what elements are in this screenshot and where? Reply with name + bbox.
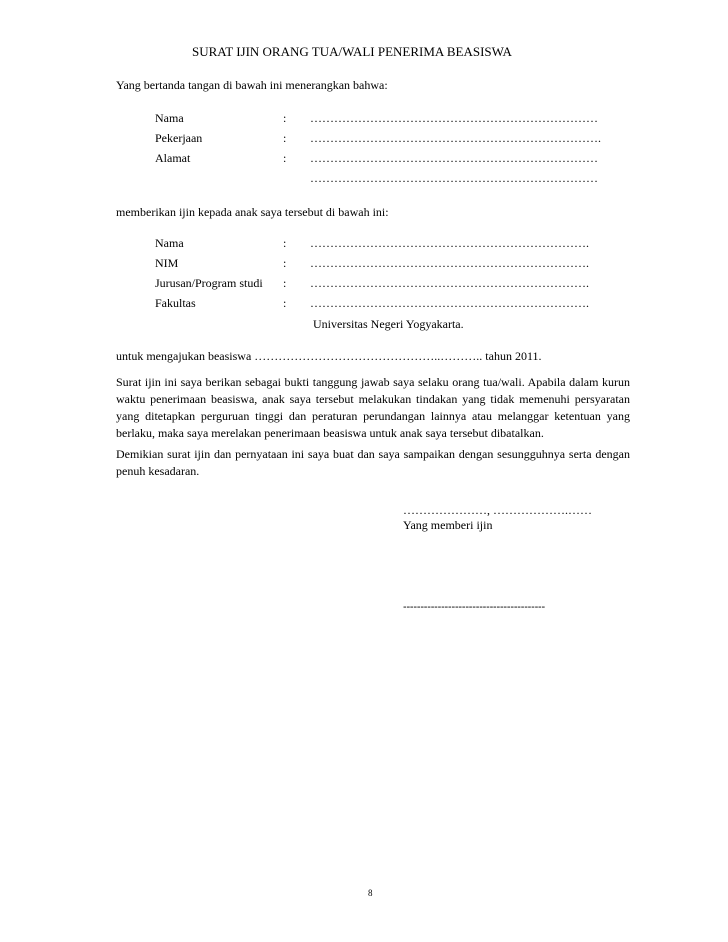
parent-name-dots: ……………………………………………………………… xyxy=(310,111,598,125)
parent-job-colon: : xyxy=(283,131,287,145)
signer-label: Yang memberi ijin xyxy=(403,518,493,532)
parent-name-colon: : xyxy=(283,111,287,125)
scholarship-line: untuk mengajukan beasiswa ………………………………………..……….. tahun 2011. xyxy=(116,349,542,363)
child-name-label: Nama xyxy=(155,236,184,250)
parent-address-dots: ……………………………………………………………… xyxy=(310,151,598,165)
place-date-field: …………………, ……………….…… xyxy=(403,503,592,517)
child-major-dots: ……………………………………………………………. xyxy=(310,276,589,290)
permission-text: memberikan ijin kepada anak saya tersebut di bawah ini: xyxy=(116,205,389,219)
page-number: 8 xyxy=(368,888,373,898)
child-faculty-colon: : xyxy=(283,296,287,310)
parent-address-extra-dots: ……………………………………………………………… xyxy=(310,171,598,185)
parent-job-label: Pekerjaan xyxy=(155,131,203,145)
child-major-colon: : xyxy=(283,276,287,290)
parent-name-label: Nama xyxy=(155,111,184,125)
child-nim-dots: ……………………………………………………………. xyxy=(310,256,589,270)
child-faculty-dots: ……………………………………………………………. xyxy=(310,296,589,310)
child-nim-colon: : xyxy=(283,256,287,270)
child-nim-label: NIM xyxy=(155,256,179,270)
parent-address-label: Alamat xyxy=(155,151,191,165)
closing-paragraph: Demikian surat ijin dan pernyataan ini saya buat dan saya sampaikan dengan sesungguhnya serta dengan penuh kesadaran. xyxy=(116,447,630,478)
child-major-label: Jurusan/Program studi xyxy=(155,276,263,290)
signature-line: ----------------------------------------- xyxy=(403,601,545,613)
university-name: Universitas Negeri Yogyakarta. xyxy=(313,317,464,331)
child-faculty-label: Fakultas xyxy=(155,296,196,310)
intro-text: Yang bertanda tangan di bawah ini menerangkan bahwa: xyxy=(116,78,388,92)
document-title: SURAT IJIN ORANG TUA/WALI PENERIMA BEASISWA xyxy=(192,44,512,59)
responsibility-paragraph: Surat ijin ini saya berikan sebagai bukti tanggung jawab saya selaku orang tua/wali. Apabila dalam kurun waktu penerimaan beasiswa, anak saya tersebut melakukan tindakan yang tidak memenuhi persyaratan yang ditetapkan perguruan tinggi dan peraturan perundangan lainnya atau melanggar ketentuan yang berlaku, maka saya merelakan penerimaan beasiswa untuk anak saya tersebut dibatalkan. xyxy=(116,375,630,440)
child-name-dots: ……………………………………………………………. xyxy=(310,236,589,250)
parent-address-colon: : xyxy=(283,151,287,165)
parent-job-dots: ………………………………………………………………. xyxy=(310,131,601,145)
child-name-colon: : xyxy=(283,236,287,250)
